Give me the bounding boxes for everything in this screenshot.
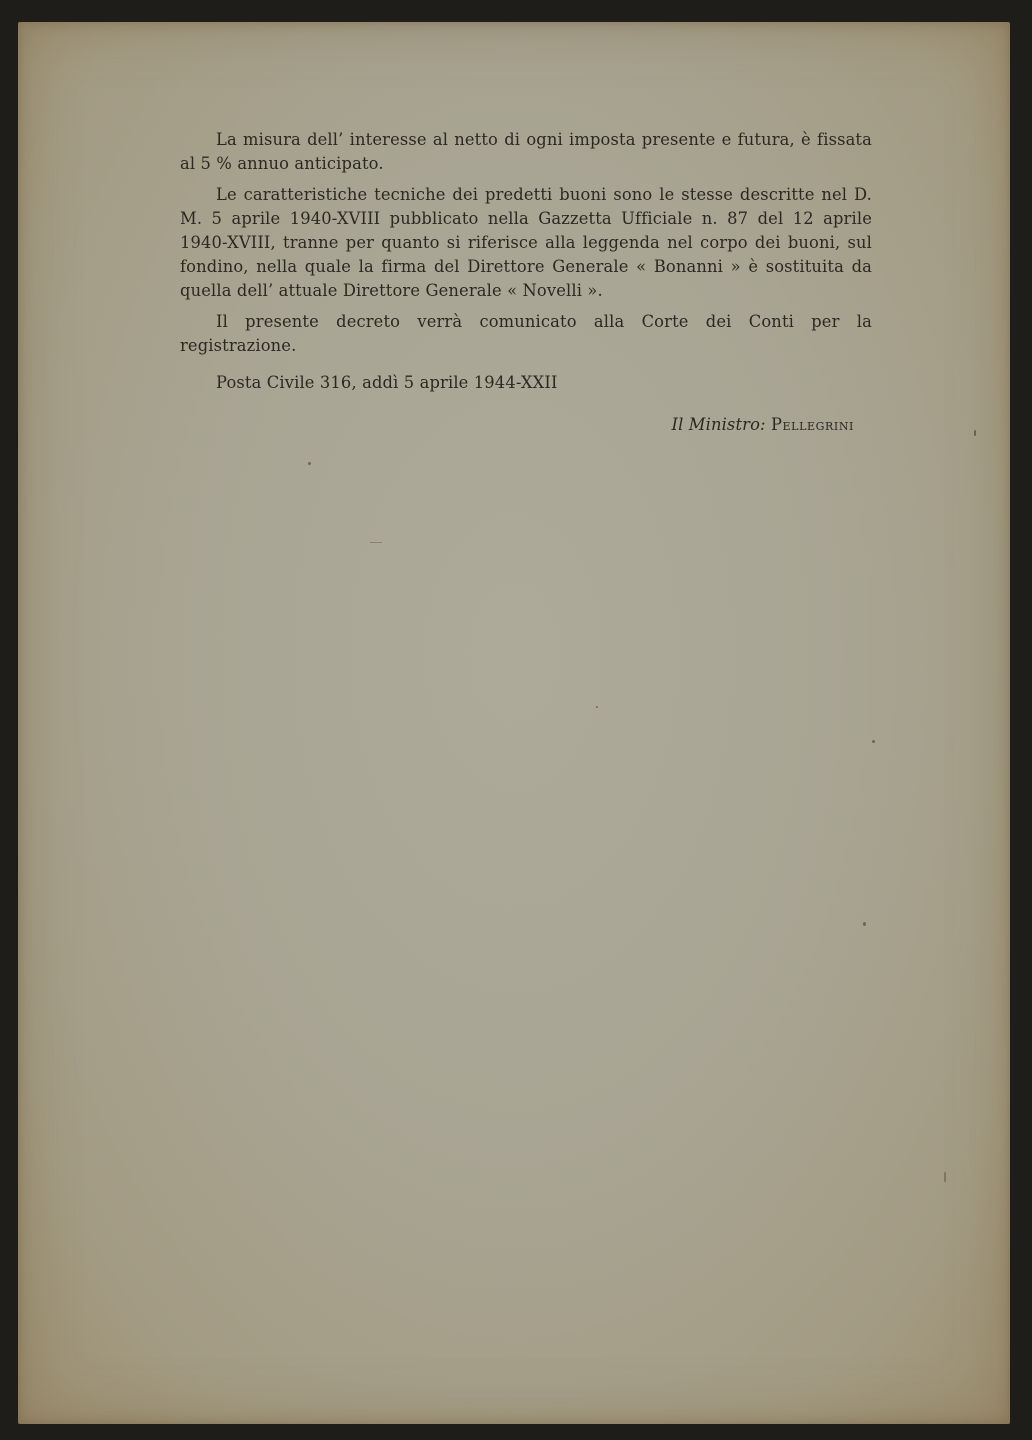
paper-speck <box>596 706 598 708</box>
paragraph-technical-characteristics: Le caratteristiche tecniche dei predetti buoni sono le stesse descritte nel D. M. 5 aprile 1940-XVIII pubblicato nella Gazzetta Ufficiale n. 87 del 12 aprile 1940-XVIII, tranne per quanto si riferisce alla leggenda nel corpo dei buoni, sul fondino, nella quale la firma del Direttore Generale « Bonanni » è sostituita da quella dell’ attuale Direttore Generale « Novelli ». <box>180 185 872 300</box>
document-page <box>18 22 1010 1424</box>
dateline: Posta Civile 316, addì 5 aprile 1944-XXII <box>216 373 558 392</box>
document-body <box>180 128 872 437</box>
paper-speck <box>308 462 311 465</box>
paper-speck <box>872 740 875 743</box>
signature-name: Pellegrini <box>770 415 854 434</box>
paragraph-interest-rate: La misura dell’ interesse al netto di ogni imposta presente e futura, è fissata al 5 % annuo anticipato. <box>180 130 872 173</box>
paper-speck <box>370 542 382 543</box>
signature-block <box>180 413 854 437</box>
paper-speck <box>863 922 866 926</box>
signature-title: Il Ministro: <box>671 415 766 434</box>
paragraph-registration: Il presente decreto verrà comunicato alla Corte dei Conti per la registrazione. <box>180 312 872 355</box>
paper-speck <box>944 1172 946 1182</box>
paper-speck <box>974 430 976 436</box>
